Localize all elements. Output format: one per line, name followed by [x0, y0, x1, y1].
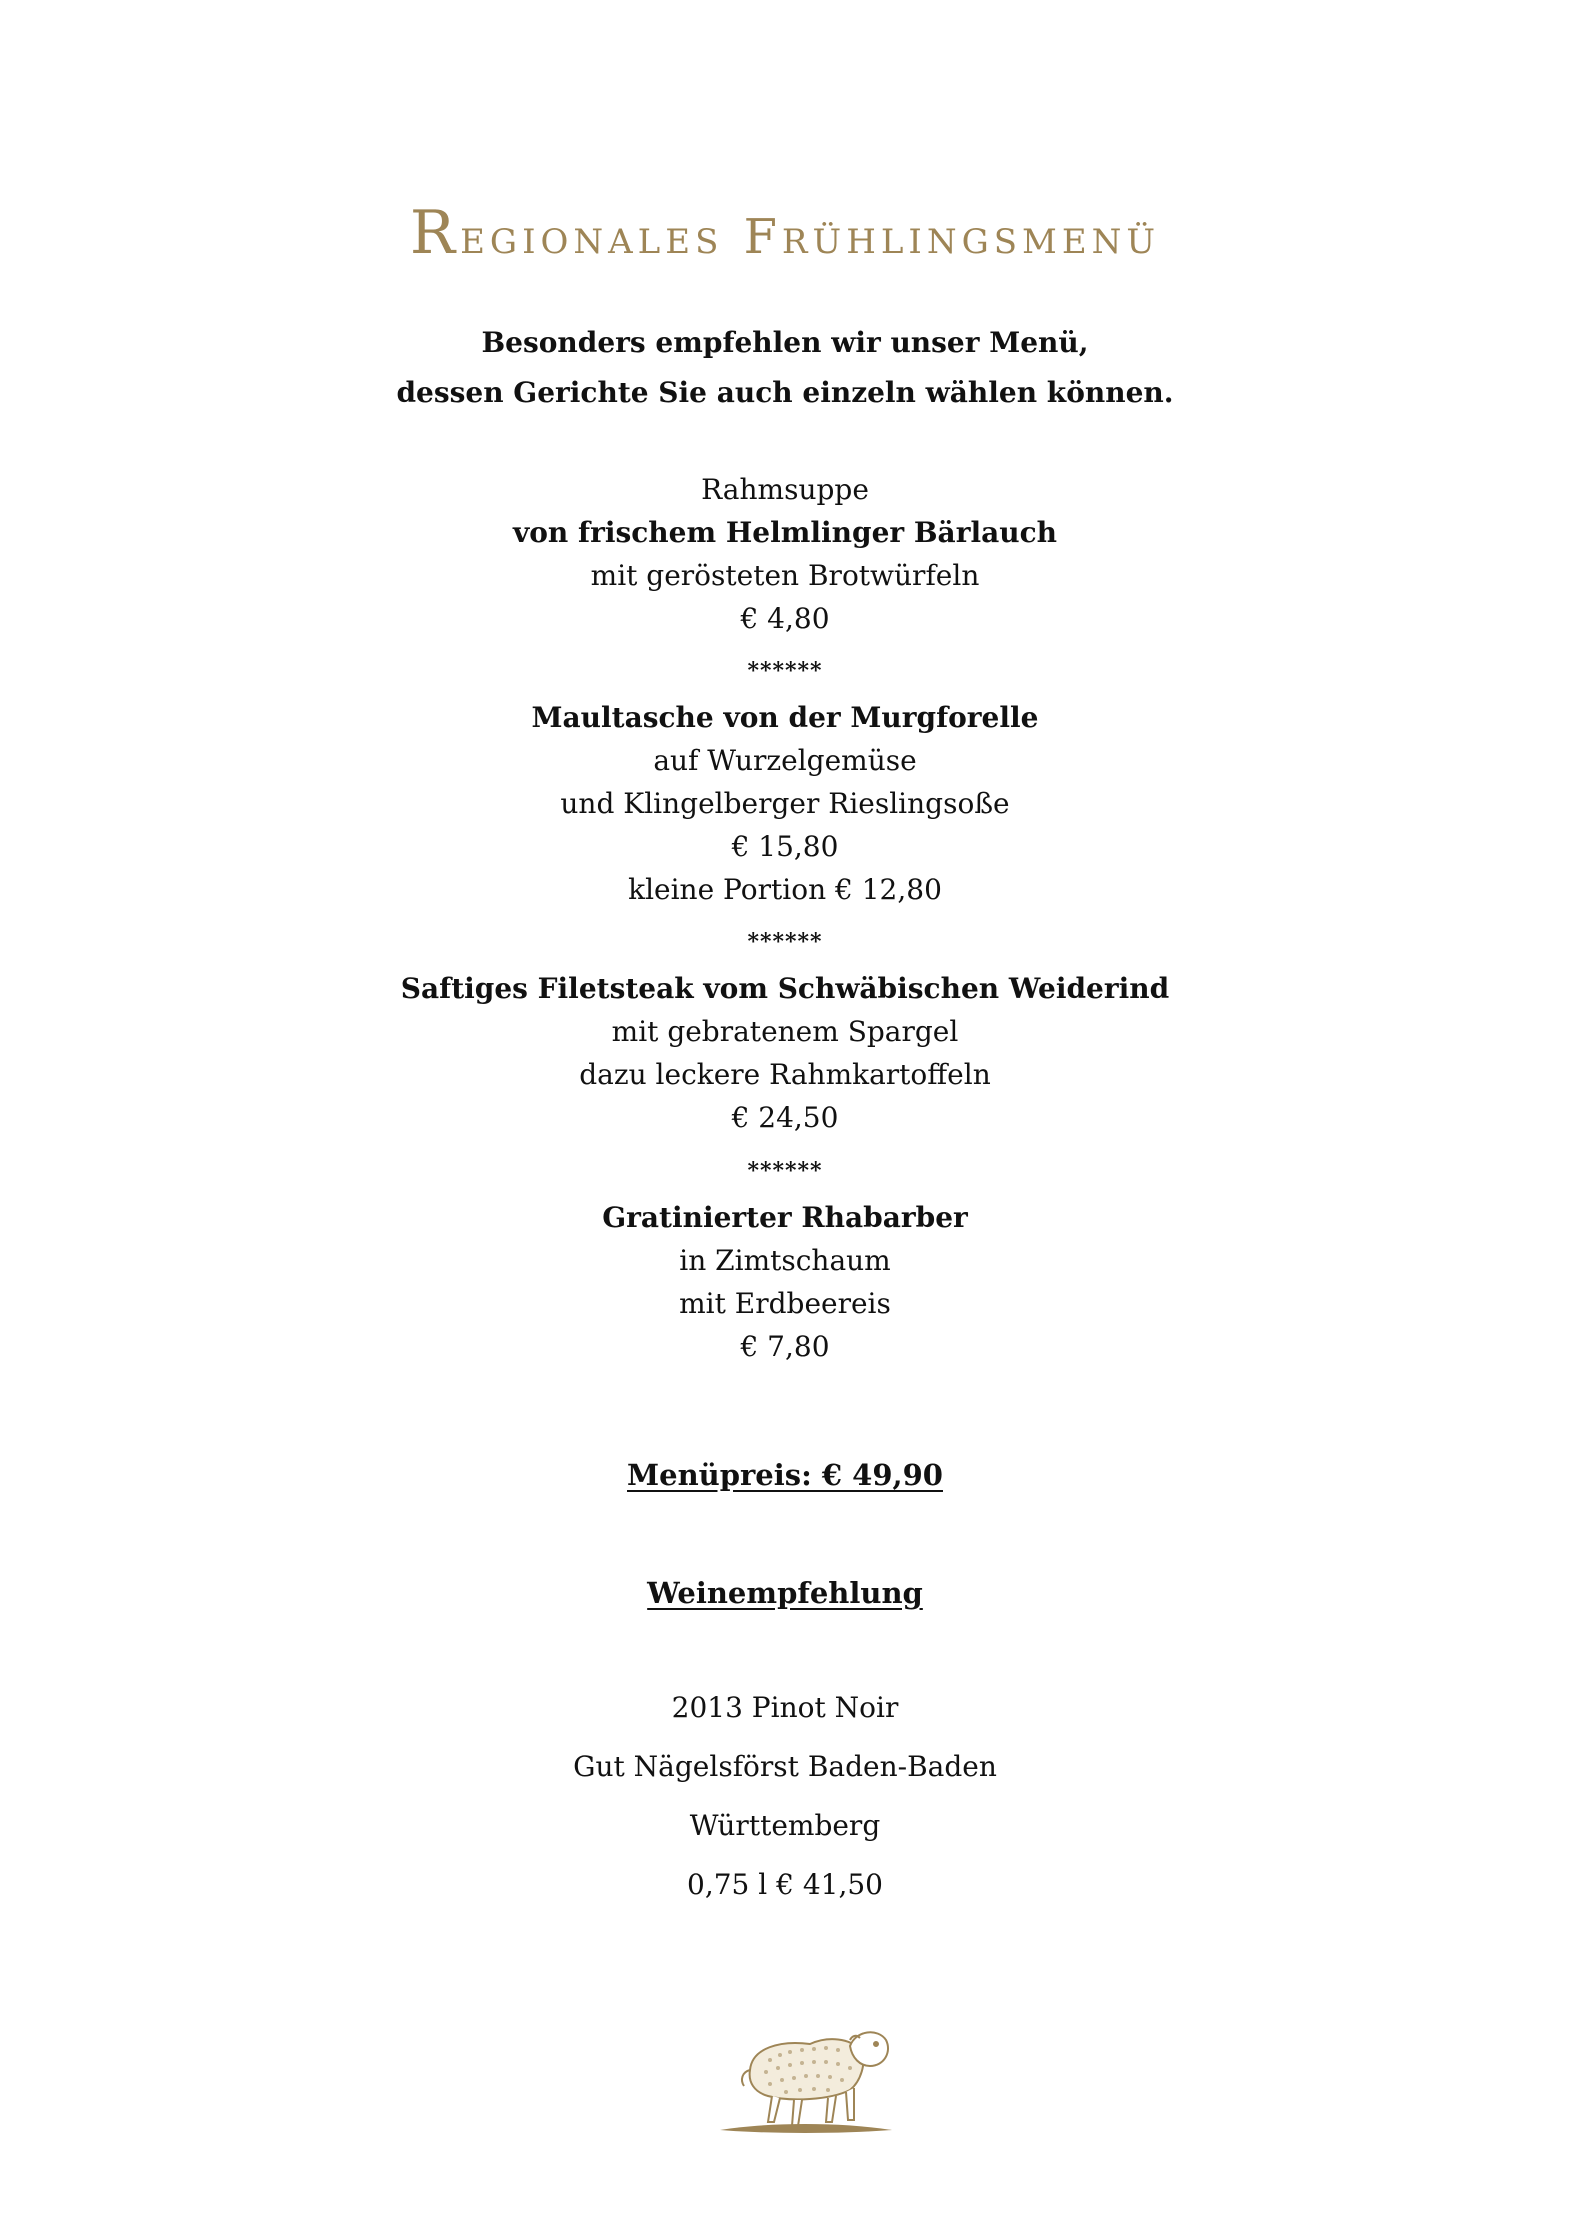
course-name: Gratinierter Rhabarber [602, 1201, 968, 1234]
intro-line: dessen Gerichte Sie auch einzeln wählen können. [396, 376, 1174, 409]
course-detail: in Zimtschaum [679, 1244, 891, 1277]
course-price: € 7,80 [740, 1330, 830, 1363]
course-separator: ****** [747, 658, 823, 684]
course-name: Rahmsuppe [701, 473, 869, 506]
title-initial: R [409, 198, 461, 268]
course-price: € 24,50 [731, 1101, 839, 1134]
course-price: € 15,80 [731, 830, 839, 863]
course-detail: und Klingelberger Rieslingsoße [560, 787, 1010, 820]
title-rest: egionales Frühlingsmenü [460, 209, 1161, 265]
course-detail: mit gebratenem Spargel [611, 1015, 959, 1048]
wine-line: 0,75 l € 41,50 [687, 1868, 883, 1901]
course-steak [0, 967, 1570, 1139]
wine-line: Gut Nägelsförst Baden-Baden [573, 1750, 997, 1783]
course-detail: mit Erdbeereis [679, 1287, 891, 1320]
course-fish [0, 696, 1570, 911]
course-separator: ****** [747, 1158, 823, 1184]
wine-line: Württemberg [689, 1809, 881, 1842]
page-title [0, 198, 1570, 268]
intro-text [0, 318, 1570, 418]
wine-recommendation [0, 1678, 1570, 1914]
course-soup [0, 468, 1570, 640]
menu-price: Menüpreis: € 49,90 [627, 1458, 943, 1492]
course-price-small: kleine Portion € 12,80 [628, 873, 942, 906]
course-detail: auf Wurzelgemüse [653, 744, 917, 777]
course-separator: ****** [747, 929, 823, 955]
course-name: Maultasche von der Murgforelle [531, 701, 1039, 734]
course-name: von frischem Helmlinger Bärlauch [512, 516, 1057, 549]
lamb-icon [710, 2010, 900, 2140]
wine-heading: Weinempfehlung [647, 1576, 923, 1610]
course-name: Saftiges Filetsteak vom Schwäbischen Weiderind [400, 972, 1170, 1005]
intro-line: Besonders empfehlen wir unser Menü, [481, 326, 1089, 359]
course-detail: dazu leckere Rahmkartoffeln [579, 1058, 991, 1091]
wine-line: 2013 Pinot Noir [671, 1691, 899, 1724]
course-price: € 4,80 [740, 602, 830, 635]
course-dessert [0, 1196, 1570, 1368]
course-detail: mit gerösteten Brotwürfeln [590, 559, 980, 592]
